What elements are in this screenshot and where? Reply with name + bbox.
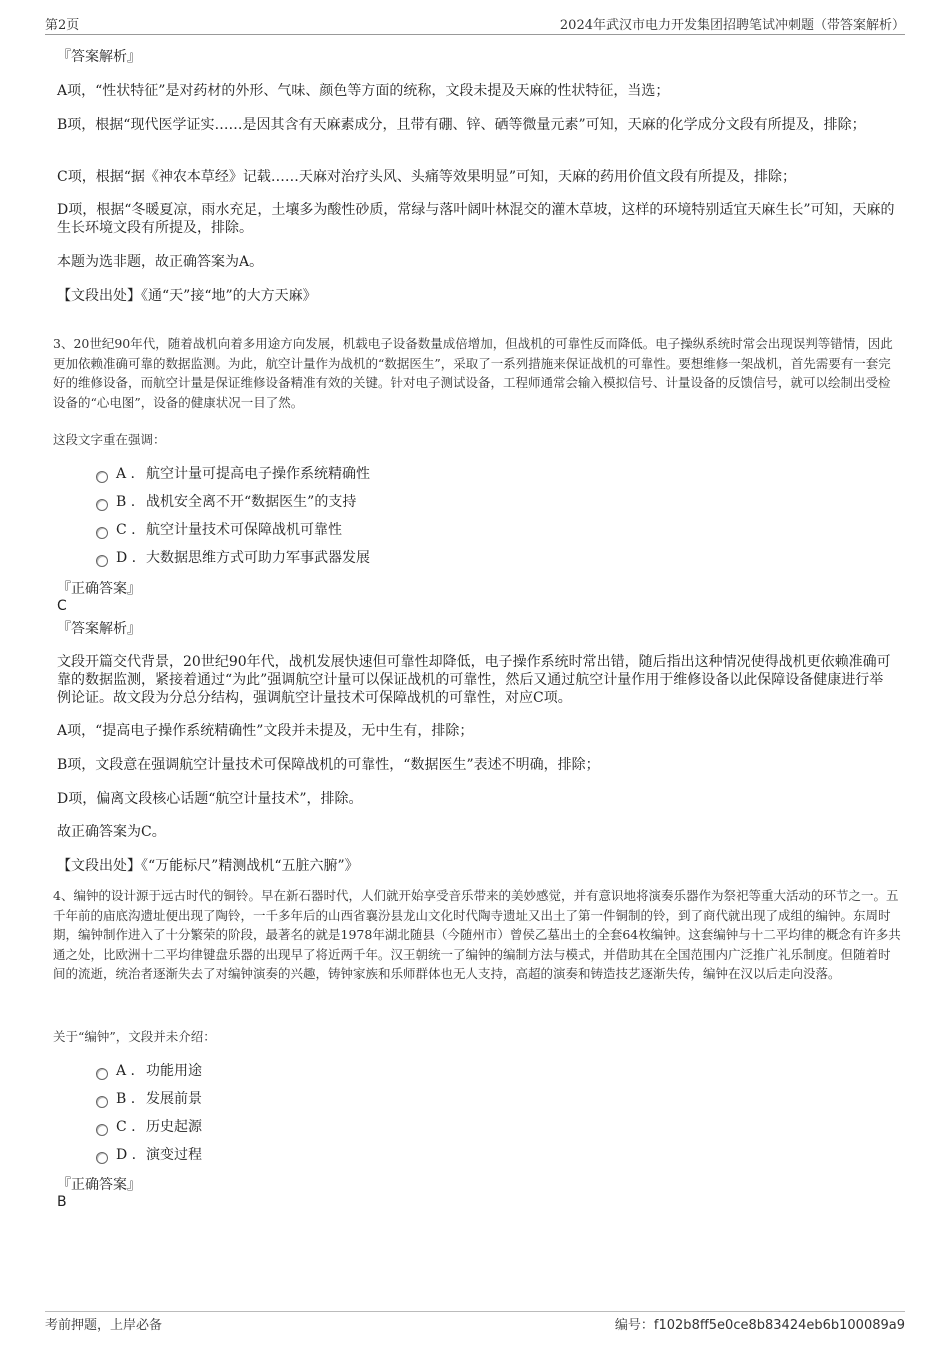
- page-footer: [45, 1311, 905, 1334]
- analysis-option-c: C项，根据“据《神农本草经》记载……天麻对治疗头风、头痛等效果明显”可知，天麻的药用价值文段有所提及，排除；: [57, 169, 797, 185]
- question-3-option-c[interactable]: C . 航空计量技术可保障战机可靠性: [96, 520, 342, 540]
- analysis-option-a: A项，“性状特征”是对药材的外形、气味、颜色等方面的统称，文段未提及天麻的性状特征，当选；: [57, 83, 670, 99]
- correct-answer: C: [57, 598, 67, 614]
- document-code: 编号：f102b8ff5e0ce8b83424eb6b100089a9: [614, 1318, 905, 1333]
- radio-icon[interactable]: [96, 499, 108, 511]
- question-4-option-a[interactable]: A . 功能用途: [96, 1061, 202, 1081]
- question-4-option-c[interactable]: C . 历史起源: [96, 1117, 202, 1137]
- correct-answer: B: [57, 1194, 67, 1210]
- correct-answer-label: 『正确答案』: [57, 1177, 141, 1193]
- question-3-option-d[interactable]: D . 大数据思维方式可助力军事武器发展: [96, 548, 370, 568]
- question-3-prompt: 这段文字重在强调：: [53, 432, 166, 447]
- page-header: [45, 14, 905, 35]
- page-number: 第2页: [45, 18, 80, 33]
- analysis-label: 『答案解析』: [57, 621, 141, 637]
- question-3-source: 【文段出处】《“万能标尺”精测战机“五脏六腑”》: [57, 858, 359, 874]
- question-3-option-a[interactable]: A . 航空计量可提高电子操作系统精确性: [96, 464, 370, 484]
- question-3-stem: 3、20世纪90年代，随着战机向着多用途方向发展，机载电子设备数量成倍增加，但战机的可靠性反而降低。电子操纵系统时常会出现误判等错情，因此更加依赖准确可靠的数据监测。为此，航空计量作为战机的“数据医生”，采取了一系列措施来保证战机的可靠性。要想维修一架战机，首先需要有一套完好的维修设备，而航空计量是保证维修设备精准有效的关键。针对电子测试设备，工程师通常会输入模拟信号、计量设备的反馈信号，就可以绘制出受检设备的“心电图”，设备的健康状况一目了然。: [53, 336, 893, 410]
- analysis-conclusion: 本题为选非题，故正确答案为A。: [57, 254, 264, 270]
- analysis-option-b: B项，根据“现代医学证实……是因其含有天麻素成分，且带有硼、锌、硒等微量元素”可知，天麻的化学成分文段有所提及，排除；: [57, 117, 866, 133]
- radio-icon[interactable]: [96, 555, 108, 567]
- question-4-option-d[interactable]: D . 演变过程: [96, 1145, 202, 1165]
- question-4-stem: 4、编钟的设计源于远古时代的铜铃。早在新石器时代，人们就开始享受音乐带来的美妙感觉，并有意识地将演奏乐器作为祭祀等重大活动的环节之一。五千年前的庙底沟遗址便出现了陶铃，一千多年后的山西省襄汾县龙山文化时代陶寺遗址又出土了第一件铜制的铃，到了商代就出现了成组的编钟。东周时期，编钟制作进入了十分繁荣的阶段，最著名的就是1978年湖北随县（今随州市）曾侯乙墓出土的全套64枚编钟。这套编钟与十二平均律的概念有许多共通之处，比欧洲十二平均律键盘乐器的出现早了将近两千年。汉王朝统一了编钟的编制方法与模式，并借助其在全国范围内广泛推广礼乐制度。但随着时间的流逝，统治者逐渐失去了对编钟演奏的兴趣，铸钟家族和乐师群体也无人支持，高超的演奏和铸造技艺逐渐失传，编钟在汉以后走向没落。: [53, 888, 901, 981]
- question-3-conclusion: 故正确答案为C。: [57, 824, 166, 840]
- question-3-analysis-a: A项，“提高电子操作系统精确性”文段并未提及，无中生有，排除；: [57, 723, 474, 739]
- radio-icon[interactable]: [96, 1096, 108, 1108]
- document-title: 2024年武汉市电力开发集团招聘笔试冲刺题（带答案解析）: [559, 18, 905, 33]
- question-3-option-b[interactable]: B . 战机安全离不开“数据医生”的支持: [96, 492, 356, 512]
- question-4-option-b[interactable]: B . 发展前景: [96, 1089, 202, 1109]
- footer-slogan: 考前押题，上岸必备: [45, 1318, 163, 1333]
- radio-icon[interactable]: [96, 1068, 108, 1080]
- radio-icon[interactable]: [96, 1124, 108, 1136]
- analysis-label: 『答案解析』: [57, 49, 141, 65]
- radio-icon[interactable]: [96, 471, 108, 483]
- radio-icon[interactable]: [96, 527, 108, 539]
- analysis-option-d: D项，根据“冬暖夏凉，雨水充足，土壤多为酸性砂质，常绿与落叶阔叶林混交的灌木草坡，这样的环境特别适宜天麻生长”可知，天麻的生长环境文段有所提及，排除。: [57, 202, 895, 236]
- question-3-analysis-b: B项，文段意在强调航空计量技术可保障战机的可靠性，“数据医生”表述不明确，排除；: [57, 757, 600, 773]
- question-4-prompt: 关于“编钟”，文段并未介绍：: [53, 1029, 216, 1044]
- question-3-analysis-d: D项，偏离文段核心话题“航空计量技术”，排除。: [57, 791, 363, 807]
- radio-icon[interactable]: [96, 1152, 108, 1164]
- question-3-analysis: 文段开篇交代背景，20世纪90年代，战机发展快速但可靠性却降低，电子操作系统时常出错，随后指出这种情况使得战机更依赖准确可靠的数据监测，紧接着通过“为此”强调航空计量可以保证战机的可靠性，然后又通过航空计量作用于维修设备以此保障设备健康进行举例论证。故文段为分总分结构，强调航空计量技术可保障战机的可靠性，对应C项。: [57, 654, 891, 706]
- correct-answer-label: 『正确答案』: [57, 581, 141, 597]
- analysis-source: 【文段出处】《通“天”接“地”的大方天麻》: [57, 288, 317, 304]
